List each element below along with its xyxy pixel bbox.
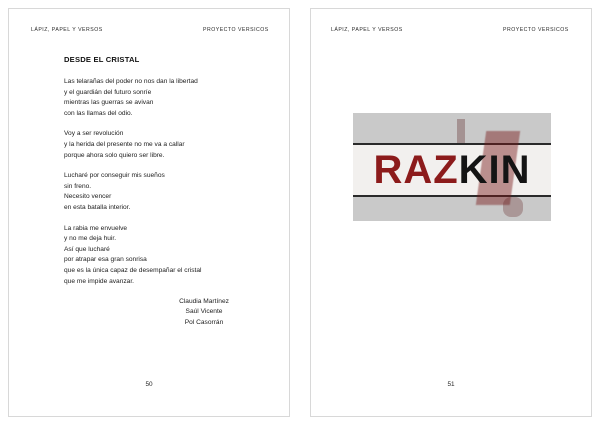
poem-line: que me impide avanzar. xyxy=(64,277,135,285)
author-signature xyxy=(129,297,279,328)
author-name: Pol Casorrán xyxy=(184,318,224,326)
poem-line: en esta batalla interior. xyxy=(64,203,131,211)
poem-line: mientras las guerras se avivan xyxy=(64,99,154,107)
page-left xyxy=(8,8,290,417)
artwork-word-part-1: RAZ xyxy=(373,148,459,192)
poem-line: Las telarañas del poder no nos dan la libertad xyxy=(64,78,198,85)
artwork-razkin xyxy=(353,113,551,221)
page-number-right: 51 xyxy=(447,381,455,388)
poem-line: y no me deja huir. xyxy=(64,235,117,243)
poem-line: Lucharé por conseguir mis sueños xyxy=(64,172,165,180)
running-head-left-inner: PROYECTO VERSICOS xyxy=(203,27,269,33)
page-right xyxy=(310,8,592,417)
author-name: Saúl Vicente xyxy=(185,308,223,316)
poem-line: y la herida del presente no me va a callar xyxy=(64,140,185,148)
poem-body xyxy=(64,77,274,297)
poem-line: Así que lucharé xyxy=(64,245,110,253)
poem-line: porque ahora solo quiero ser libre. xyxy=(64,151,165,159)
running-head-right-inner: PROYECTO VERSICOS xyxy=(503,27,569,33)
poem-line: por atrapar esa gran sonrisa xyxy=(64,256,147,264)
poem-line: Voy a ser revolución xyxy=(64,130,124,138)
poem-line: La rabia me envuelve xyxy=(64,224,128,232)
poem-line: sin freno. xyxy=(64,182,92,190)
poem-stanza xyxy=(64,129,274,161)
running-head-right-outer: LÁPIZ, PAPEL Y VERSOS xyxy=(331,27,403,33)
poem-stanza xyxy=(64,77,274,119)
page-number-left: 50 xyxy=(145,381,153,388)
poem-line: Necesito vencer xyxy=(64,193,112,201)
poem-line: que es la única capaz de desempañar el cristal xyxy=(64,266,202,274)
poem-line: y el guardián del futuro sonríe xyxy=(64,88,152,96)
artwork-wordmark xyxy=(353,143,551,197)
paint-blot-icon xyxy=(503,197,523,217)
poem-stanza xyxy=(64,171,274,213)
poem-title: DESDE EL CRISTAL xyxy=(64,55,140,64)
poem-stanza xyxy=(64,224,274,288)
artwork-word-part-2: KIN xyxy=(458,148,531,192)
poem-line: con las llamas del odio. xyxy=(64,109,133,117)
author-name: Claudia Martínez xyxy=(179,298,229,305)
running-head-left-outer: LÁPIZ, PAPEL Y VERSOS xyxy=(31,27,103,33)
